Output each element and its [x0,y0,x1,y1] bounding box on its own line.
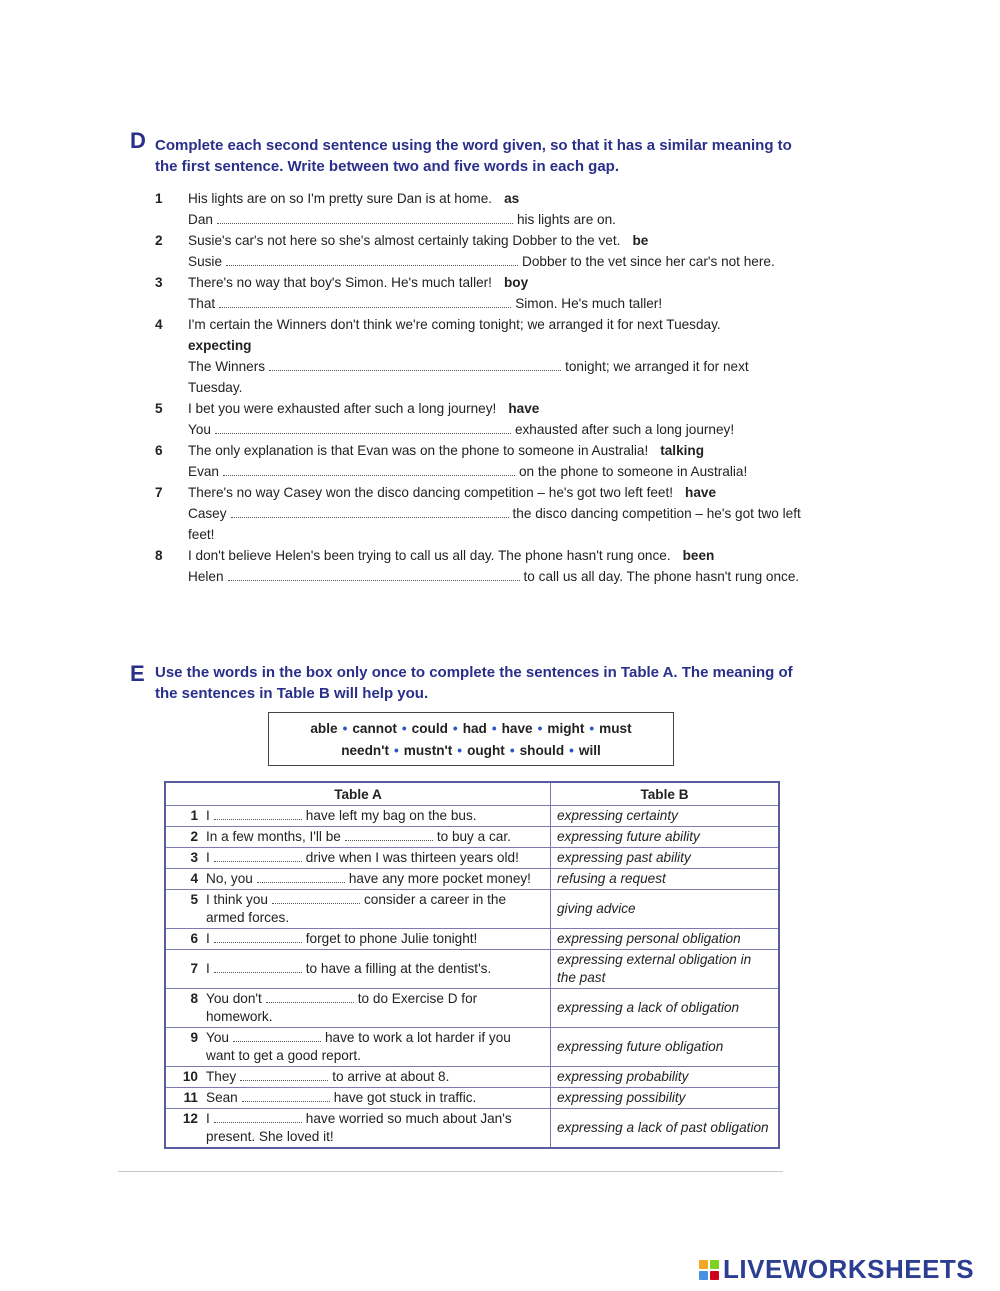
table-row [165,950,779,989]
logo-square [699,1260,708,1269]
sentence-continuation: want to get a good report. [206,1048,361,1063]
item-sentence [188,545,805,566]
modal-verbs-table [164,781,780,1149]
row-number: 5 [190,892,198,907]
sentence-gap[interactable] [266,991,354,1003]
sentence-start: Sean [206,1090,238,1105]
item-number: 5 [155,401,163,416]
table-row [165,1109,779,1149]
keyword: expecting [188,338,252,353]
sentence-start: I [206,961,210,976]
section-d-letter: D [130,128,146,153]
answer-end: his lights are on. [516,212,616,227]
item-answer-line [188,566,805,587]
table-a-cell [165,929,551,950]
section-d-items [155,188,805,587]
table-row [165,890,779,929]
table-b-cell: refusing a request [551,869,780,890]
logo-square [710,1260,719,1269]
answer-end: tonight; we arranged it for next Tuesday. [188,359,749,395]
sentence-start: They [206,1069,237,1084]
word-option: could [411,721,448,736]
logo-square [699,1271,708,1280]
sentence-gap[interactable] [272,892,360,904]
word-option: had [462,721,487,736]
table-row [165,827,779,848]
item-number: 4 [155,317,163,332]
sentence-end: have any more pocket money! [348,871,531,886]
word-option: needn't [341,743,389,758]
item-body [188,545,805,587]
sentence-gap[interactable] [214,1111,302,1123]
sentence-start: No, you [206,871,253,886]
bullet-icon: • [457,743,463,758]
answer-gap[interactable] [228,568,520,581]
answer-end: exhausted after such a long journey! [514,422,735,437]
sentence-end: drive when I was thirteen years old! [305,850,519,865]
answer-start: Evan [188,464,219,479]
liveworksheets-logo [699,1254,974,1285]
item-sentence [188,272,805,293]
item-answer-line [188,356,805,398]
table-b-cell: expressing future ability [551,827,780,848]
row-number: 2 [190,829,198,844]
table-a-cell [165,950,551,989]
logo-square [710,1271,719,1280]
table-row [165,989,779,1028]
item-body [188,314,805,398]
sentence-start: I [206,931,210,946]
table-row [165,869,779,890]
logo-text: LIVEWORKSHEETS [723,1254,975,1284]
sentence-end: consider a career in the [363,892,507,907]
sentence-start: In a few months, I'll be [206,829,341,844]
item-body [188,398,805,440]
keyword: boy [503,275,529,290]
item-number: 7 [155,485,163,500]
sentence-start: I [206,1111,210,1126]
answer-gap[interactable] [223,463,515,476]
item-number: 1 [155,191,163,206]
table-b-cell: expressing certainty [551,806,780,827]
word-option: mustn't [403,743,453,758]
item-answer-line [188,503,805,545]
answer-start: You [188,422,211,437]
sentence-start: You [206,1030,229,1045]
sentence-start: You don't [206,991,262,1006]
exercise-item [155,440,805,482]
word-option: have [501,721,533,736]
sentence-text: There's no way that boy's Simon. He's much taller! [188,275,492,290]
word-option: might [547,721,585,736]
sentence-gap[interactable] [214,808,302,820]
item-sentence [188,230,805,251]
sentence-text: There's no way Casey won the disco dancing competition – he's got two left feet! [188,485,674,500]
item-sentence [188,398,805,419]
section-d-instruction: Complete each second sentence using the word given, so that it has a similar meaning to the first sentence. Write between two and five words in each gap. [155,137,792,175]
row-number: 6 [190,931,198,946]
bullet-icon: • [537,721,543,736]
sentence-end: to do Exercise D for [357,991,478,1006]
sentence-gap[interactable] [257,871,345,883]
exercise-item [155,230,805,272]
bullet-icon: • [401,721,407,736]
table-b-cell: expressing personal obligation [551,929,780,950]
table-b-cell: expressing a lack of past obligation [551,1109,780,1149]
keyword: been [682,548,715,563]
item-number: 2 [155,233,163,248]
keyword: talking [660,443,705,458]
sentence-text: I don't believe Helen's been trying to call us all day. The phone hasn't rung once. [188,548,671,563]
sentence-gap[interactable] [214,961,302,973]
sentence-start: I think you [206,892,268,907]
table-a-cell [165,1028,551,1067]
item-body [188,272,805,314]
sentence-gap[interactable] [214,931,302,943]
table-b-cell: expressing future obligation [551,1028,780,1067]
table-a-cell [165,1109,551,1149]
sentence-gap[interactable] [233,1030,321,1042]
row-number: 9 [190,1030,198,1045]
table-b-cell: expressing past ability [551,848,780,869]
sentence-continuation: present. She loved it! [206,1129,334,1144]
table-b-cell: expressing external obligation in the past [551,950,780,989]
item-sentence [188,482,805,503]
table-row [165,806,779,827]
word-option: cannot [352,721,397,736]
item-sentence [188,188,805,209]
table-a-cell [165,827,551,848]
answer-gap[interactable] [231,505,509,518]
sentence-gap[interactable] [240,1069,328,1081]
item-answer-line [188,209,805,230]
item-answer-line [188,419,805,440]
bullet-icon: • [569,743,574,758]
logo-mark-icon [699,1260,719,1280]
sentence-text: I bet you were exhausted after such a long journey! [188,401,497,416]
item-body [188,230,805,272]
item-number: 3 [155,275,163,290]
sentence-start: I [206,850,210,865]
table-a-header: Table A [165,782,551,806]
row-number: 1 [190,808,198,823]
table-a-cell [165,848,551,869]
bullet-icon: • [452,721,458,736]
item-body [188,188,805,230]
table-b-header: Table B [551,782,780,806]
table-row [165,929,779,950]
sentence-start: I [206,808,210,823]
row-number: 3 [190,850,198,865]
keyword: as [504,191,520,206]
keyword: have [685,485,716,500]
answer-end: to call us all day. The phone hasn't rung once. [523,569,800,584]
sentence-gap[interactable] [214,850,302,862]
table-row [165,1088,779,1109]
keyword: be [632,233,649,248]
item-sentence [188,440,805,461]
table-row [165,848,779,869]
exercise-item [155,188,805,230]
sentence-continuation: armed forces. [206,910,290,925]
exercise-item [155,314,805,398]
table-b-cell: expressing probability [551,1067,780,1088]
item-answer-line [188,251,805,272]
sentence-end: have got stuck in traffic. [333,1090,477,1105]
item-answer-line [188,293,805,314]
table-a-cell [165,989,551,1028]
sentence-text: His lights are on so I'm pretty sure Dan is at home. [188,191,493,206]
answer-gap[interactable] [217,211,513,224]
table-b-cell: expressing a lack of obligation [551,989,780,1028]
answer-gap[interactable] [269,358,561,371]
item-body [188,440,805,482]
answer-gap[interactable] [215,421,511,434]
answer-start: Susie [188,254,223,269]
sentence-text: Susie's car's not here so she's almost certainly taking Dobber to the vet. [188,233,621,248]
word-option: will [578,743,601,758]
word-option: must [599,721,632,736]
table-a-cell [165,890,551,929]
sentence-text: I'm certain the Winners don't think we're coming tonight; we arranged it for next Tuesday. [188,317,721,332]
answer-end: Simon. He's much taller! [515,296,663,311]
table-row [165,1067,779,1088]
table-a-cell [165,806,551,827]
exercise-item [155,272,805,314]
row-number: 11 [183,1090,198,1105]
sentence-end: forget to phone Julie tonight! [305,931,478,946]
section-e-letter: E [130,661,145,686]
table-a-cell [165,869,551,890]
table-a-cell [165,1067,551,1088]
row-number: 12 [182,1111,198,1126]
exercise-item [155,482,805,545]
answer-end: on the phone to someone in Australia! [518,464,748,479]
exercise-item [155,398,805,440]
word-box-line-2 [269,740,673,762]
sentence-gap[interactable] [345,829,433,841]
table-b-cell: expressing possibility [551,1088,780,1109]
item-body [188,482,805,545]
word-option: able [310,721,338,736]
bullet-icon: • [589,721,595,736]
table-a-cell [165,1088,551,1109]
answer-start: The Winners [188,359,266,374]
row-number: 4 [190,871,198,886]
table-row [165,1028,779,1067]
row-number: 7 [190,961,198,976]
sentence-end: to arrive at about 8. [332,1069,450,1084]
answer-start: Casey [188,506,227,521]
row-number: 8 [190,991,198,1006]
sentence-end: have worried so much about Jan's [305,1111,512,1126]
bullet-icon: • [393,743,399,758]
table-b-cell: giving advice [551,890,780,929]
answer-end: the disco dancing competition – he's got two left feet! [188,506,801,542]
sentence-text: The only explanation is that Evan was on the phone to someone in Australia! [188,443,649,458]
sentence-end: have left my bag on the bus. [305,808,477,823]
word-box-line-1 [269,718,673,740]
answer-gap[interactable] [226,253,518,266]
answer-start: Helen [188,569,224,584]
item-number: 8 [155,548,163,563]
exercise-item [155,545,805,587]
word-box [268,712,674,766]
row-number: 10 [182,1069,198,1084]
item-number: 6 [155,443,163,458]
sentence-gap[interactable] [242,1090,330,1102]
word-option: should [519,743,565,758]
answer-start: Dan [188,212,213,227]
sentence-continuation: homework. [206,1009,273,1024]
sentence-end: to have a filling at the dentist's. [305,961,492,976]
bullet-icon: • [509,743,515,758]
section-e-instruction: Use the words in the box only once to complete the sentences in Table A. The meaning of the sentences in Table B will help you. [155,664,793,702]
item-sentence [188,314,805,356]
item-answer-line [188,461,805,482]
answer-gap[interactable] [219,295,511,308]
bullet-icon: • [491,721,497,736]
keyword: have [508,401,540,416]
word-option: ought [467,743,505,758]
sentence-end: to buy a car. [436,829,511,844]
answer-start: That [188,296,216,311]
answer-end: Dobber to the vet since her car's not here. [522,254,775,269]
bullet-icon: • [342,721,348,736]
sentence-end: have to work a lot harder if you [324,1030,511,1045]
divider [118,1171,783,1172]
